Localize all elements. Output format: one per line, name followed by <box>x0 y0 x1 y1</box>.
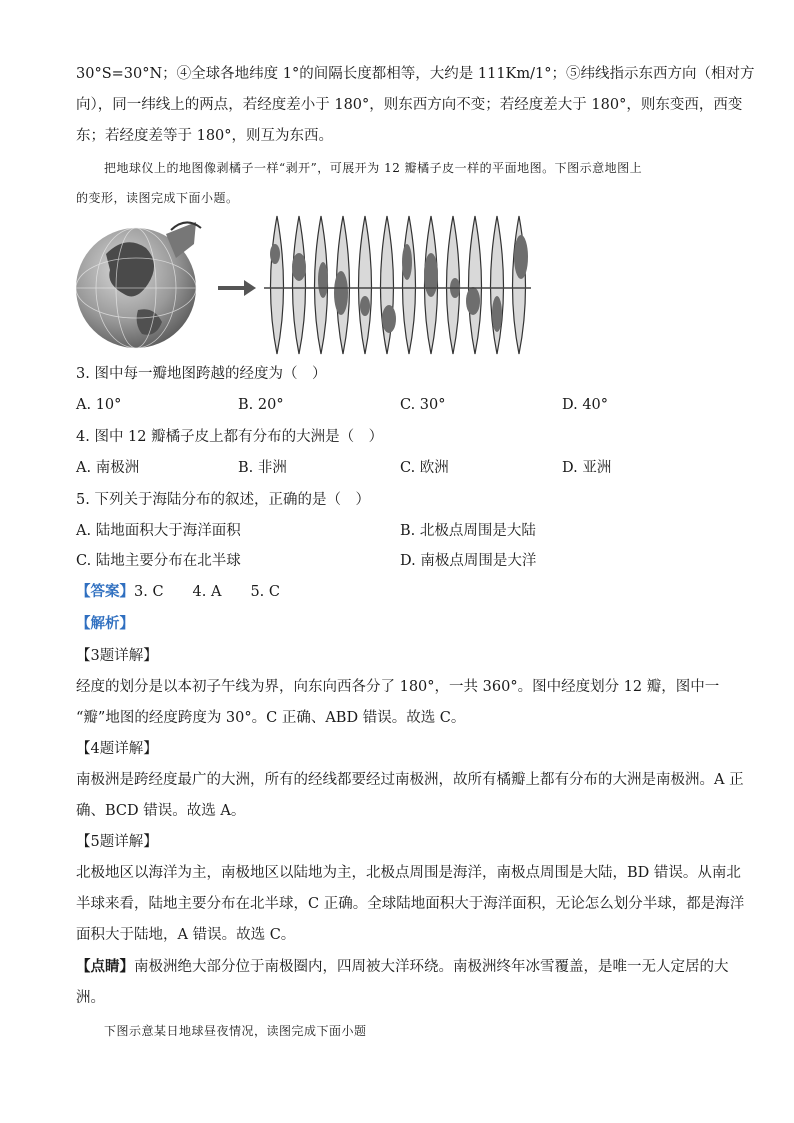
d5-line-1: 北极地区以海洋为主，南极地区以陆地为主，北极点周围是海洋，南极点周围是大陆，BD 错误。从南北 <box>76 865 741 881</box>
gore-landmass <box>402 244 412 280</box>
gore-segment <box>381 216 394 354</box>
d4-heading: 【4题详解】 <box>76 741 158 757</box>
d5-line-2: 半球来看，陆地主要分布在北半球，C 正确。全球陆地面积大于海洋面积，无论怎么划分半球，都是海洋 <box>76 896 745 912</box>
tip-label: 【点睛】 <box>76 958 134 975</box>
passage-line-1: 把地球仪上的地图像剥橘子一样“剥开”，可展开为 12 瓣橘子皮一样的平面地图。下图示意地图上 <box>104 161 643 175</box>
q3-option-b[interactable]: B. 20° <box>238 397 284 413</box>
gore-segment <box>271 216 284 354</box>
gore-segment <box>491 216 504 354</box>
answer-label: 【答案】 <box>76 583 134 600</box>
gore-landmass <box>492 296 502 332</box>
tip-line-1 <box>76 957 729 977</box>
q3-stem: 3. 图中每一瓣地图跨越的经度为（ ） <box>76 366 327 382</box>
gore-segment <box>469 216 482 354</box>
arrow-right-icon <box>218 280 256 296</box>
d4-line-1: 南极洲是跨经度最广的大洲，所有的经线都要经过南极洲，故所有橘瓣上都有分布的大洲是南极洲。A 正 <box>76 772 744 788</box>
next-passage-line: 下图示意某日地球昼夜情况，读图完成下面小题 <box>104 1024 367 1038</box>
gore-segment <box>293 216 306 354</box>
intro-line-1: 30°S=30°N；④全球各地纬度 1°的间隔长度都相等，大约是 111Km/1°；⑤纬线指示东西方向（相对方 <box>76 66 755 82</box>
gore-landmass <box>360 296 370 316</box>
d4-line-2: 确、BCD 错误。故选 A。 <box>76 803 246 819</box>
d3-line-1: 经度的划分是以本初子午线为界，向东向西各分了 180°，一共 360°。图中经度划分 12 瓣，图中一 <box>76 679 720 695</box>
gore-landmass <box>318 262 328 298</box>
q5-option-d[interactable]: D. 南极点周围是大洋 <box>400 553 537 569</box>
gore-segment <box>403 216 416 354</box>
gore-landmass <box>292 253 306 281</box>
passage-line-2: 的变形，读图完成下面小题。 <box>76 191 239 205</box>
q3-option-a[interactable]: A. 10° <box>76 397 122 413</box>
q3-option-c[interactable]: C. 30° <box>400 397 446 413</box>
d5-line-3: 面积大于陆地，A 错误。故选 C。 <box>76 927 296 943</box>
answer-text: 3. C 4. A 5. C <box>134 584 280 600</box>
gore-landmass <box>514 235 528 279</box>
q4-option-d[interactable]: D. 亚洲 <box>562 460 612 476</box>
orange-peel-map-figure <box>76 214 536 356</box>
q4-option-a[interactable]: A. 南极洲 <box>76 460 140 476</box>
q5-option-b[interactable]: B. 北极点周围是大陆 <box>400 523 536 539</box>
intro-line-3: 东；若经度差等于 180°，则互为东西。 <box>76 128 334 144</box>
q4-option-c[interactable]: C. 欧洲 <box>400 460 449 476</box>
globe-icon <box>76 222 201 348</box>
q5-option-c[interactable]: C. 陆地主要分布在北半球 <box>76 553 241 569</box>
gore-landmass <box>270 244 280 264</box>
q4-stem: 4. 图中 12 瓣橘子皮上都有分布的大洲是（ ） <box>76 429 384 445</box>
d3-line-2: “瓣”地图的经度跨度为 30°。C 正确、ABD 错误。故选 C。 <box>76 710 466 726</box>
gore-landmass <box>466 287 480 315</box>
tip-line-2: 洲。 <box>76 990 105 1006</box>
gore-segment <box>359 216 372 354</box>
gore-landmass <box>424 253 438 297</box>
q4-option-b[interactable]: B. 非洲 <box>238 460 287 476</box>
gore-map-icon <box>270 216 528 354</box>
gore-landmass <box>382 305 396 333</box>
q5-option-a[interactable]: A. 陆地面积大于海洋面积 <box>76 523 241 539</box>
d3-heading: 【3题详解】 <box>76 648 158 664</box>
q3-option-d[interactable]: D. 40° <box>562 397 609 413</box>
answer-line <box>76 582 280 602</box>
analysis-label: 【解析】 <box>76 615 134 632</box>
d5-heading: 【5题详解】 <box>76 834 158 850</box>
intro-line-2: 向），同一纬线上的两点，若经度差小于 180°，则东西方向不变；若经度差大于 180°，则东变西，西变 <box>76 97 743 113</box>
tip-text-1: 南极洲绝大部分位于南极圈内，四周被大洋环绕。南极洲终年冰雪覆盖，是唯一无人定居的大 <box>134 959 729 975</box>
gore-landmass <box>334 271 348 315</box>
q5-stem: 5. 下列关于海陆分布的叙述，正确的是（ ） <box>76 492 370 508</box>
